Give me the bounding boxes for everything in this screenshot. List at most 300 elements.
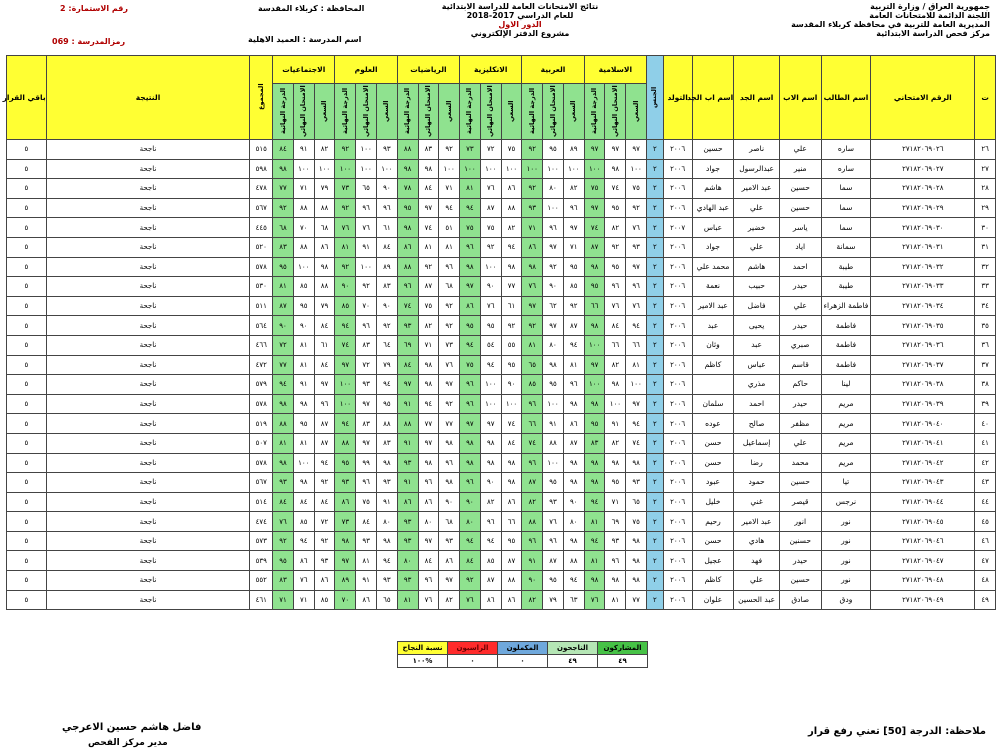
- cell-score: ٩١: [605, 414, 626, 434]
- cell-grandfather-name: هاشم: [734, 257, 780, 277]
- cell-score: ٨٤: [356, 512, 377, 532]
- cell-gender: ٢: [647, 551, 664, 571]
- cell-great-grandfather-name: عبد الامير: [692, 296, 734, 316]
- cell-score: ٦٥: [626, 492, 647, 512]
- cell-total: ٥٠٧: [250, 433, 273, 453]
- sub-grade: الدرجة النهائية: [527, 87, 536, 134]
- cell-score: ٩٣: [397, 453, 418, 473]
- cell-birth-year: ٢٠٠٦: [663, 571, 692, 591]
- cell-grandfather-name: علي: [734, 237, 780, 257]
- cell-decision: ٥: [7, 453, 47, 473]
- cell-score: ٨٦: [501, 492, 522, 512]
- cell-score: ٧١: [439, 179, 460, 199]
- cell-score: ٨١: [522, 335, 543, 355]
- cell-score: ٩٨: [501, 453, 522, 473]
- cell-student-name: نرجس: [821, 492, 871, 512]
- cell-score: ٩٨: [418, 355, 439, 375]
- cell-exam-number: ٢٧١٨٢٠٦٩٠٣٥: [871, 316, 975, 336]
- cell-score: ٨١: [418, 237, 439, 257]
- cell-score: ٨٢: [605, 355, 626, 375]
- cell-score: ١٠٠: [605, 394, 626, 414]
- cell-seq: ٤١: [975, 433, 996, 453]
- cell-score: ٩١: [543, 414, 564, 434]
- footer-note: ملاحظة: الدرجة [50] تعني رفع قرار: [808, 726, 986, 737]
- cell-score: ٩٣: [605, 531, 626, 551]
- cell-score: ٦٥: [356, 179, 377, 199]
- cell-decision: ٥: [7, 179, 47, 199]
- summary-value-supplementary: ٠: [498, 655, 548, 668]
- cell-score: ٧٤: [418, 218, 439, 238]
- cell-score: ٨٣: [418, 140, 439, 160]
- cell-score: ٧٦: [522, 277, 543, 297]
- cell-great-grandfather-name: جواد: [692, 159, 734, 179]
- cell-exam-number: ٢٧١٨٢٠٦٩٠٤٩: [871, 590, 975, 610]
- cell-seq: ٣١: [975, 237, 996, 257]
- cell-father-name: اياد: [779, 237, 821, 257]
- cell-score: ٩٦: [605, 277, 626, 297]
- cell-score: ٩٦: [543, 531, 564, 551]
- col-subject-islamic: الاسلامية: [584, 56, 646, 84]
- sub-yearly: السعي: [631, 99, 640, 122]
- cell-score: ٨١: [584, 512, 605, 532]
- cell-score: ٩٥: [543, 571, 564, 591]
- cell-score: ٨٨: [293, 237, 314, 257]
- cell-score: ٩٣: [356, 375, 377, 395]
- cell-score: ٩٦: [522, 394, 543, 414]
- cell-grandfather-name: حمود: [734, 473, 780, 493]
- cell-grandfather-name: خضير: [734, 218, 780, 238]
- cell-score: ٩٨: [584, 394, 605, 414]
- cell-grandfather-name: عبد الامير: [734, 179, 780, 199]
- summary-value-pass-rate: %١٠٠: [398, 655, 448, 668]
- col-subject-arabic: العربية: [522, 56, 584, 84]
- cell-score: ٥١: [439, 218, 460, 238]
- cell-score: ٩٤: [377, 551, 398, 571]
- cell-score: ٧٤: [605, 179, 626, 199]
- cell-decision: ٥: [7, 551, 47, 571]
- cell-score: ٩٧: [314, 375, 335, 395]
- cell-score: ٨٧: [418, 277, 439, 297]
- cell-score: ٩٨: [397, 159, 418, 179]
- cell-score: ٩٧: [439, 375, 460, 395]
- summary-table: [397, 641, 648, 668]
- cell-score: ٩٨: [418, 159, 439, 179]
- cell-score: ٩١: [293, 140, 314, 160]
- cell-score: ٨١: [335, 237, 356, 257]
- cell-score: ٩٢: [522, 316, 543, 336]
- cell-decision: ٥: [7, 316, 47, 336]
- cell-score: ٩٥: [543, 375, 564, 395]
- sub-yearly: السعي: [569, 99, 578, 122]
- cell-score: ٩٨: [584, 257, 605, 277]
- cell-grandfather-name: ناصر: [734, 140, 780, 160]
- cell-birth-year: ٢٠٠٦: [663, 531, 692, 551]
- cell-gender: ٢: [647, 159, 664, 179]
- cell-gender: ٢: [647, 433, 664, 453]
- cell-score: ٩٨: [563, 394, 584, 414]
- cell-gender: ٢: [647, 198, 664, 218]
- cell-gender: ٢: [647, 257, 664, 277]
- cell-score: ٨٤: [314, 355, 335, 375]
- cell-score: ٨٠: [397, 551, 418, 571]
- cell-seq: ٣٩: [975, 394, 996, 414]
- cell-grandfather-name: عباس: [734, 355, 780, 375]
- cell-exam-number: ٢٧١٨٢٠٦٩٠٣٠: [871, 218, 975, 238]
- cell-great-grandfather-name: جواد: [692, 237, 734, 257]
- cell-result: ناجحة: [46, 335, 250, 355]
- cell-score: ٩٤: [584, 531, 605, 551]
- cell-score: ٩٨: [563, 531, 584, 551]
- cell-decision: ٥: [7, 433, 47, 453]
- cell-score: ٩٦: [522, 453, 543, 473]
- cell-score: ٩٧: [418, 433, 439, 453]
- cell-score: ٧٢: [314, 512, 335, 532]
- cell-score: ٨٥: [293, 512, 314, 532]
- cell-birth-year: ٢٠٠٦: [663, 433, 692, 453]
- cell-birth-year: ٢٠٠٦: [663, 492, 692, 512]
- cell-score: ٨٨: [377, 414, 398, 434]
- col-subject-social: الاجتماعيات: [273, 56, 335, 84]
- cell-score: ٦٨: [439, 512, 460, 532]
- cell-score: ٨٣: [356, 414, 377, 434]
- cell-great-grandfather-name: عوده: [692, 414, 734, 434]
- cell-score: ٨٢: [480, 492, 501, 512]
- cell-seq: ٤٤: [975, 492, 996, 512]
- cell-score: ٧٤: [501, 414, 522, 434]
- cell-student-name: نور: [821, 512, 871, 532]
- cell-decision: ٥: [7, 237, 47, 257]
- cell-score: ٩٦: [418, 473, 439, 493]
- cell-exam-number: ٢٧١٨٢٠٦٩٠٣٨: [871, 375, 975, 395]
- sub-grade: الدرجة النهائية: [590, 87, 599, 134]
- cell-seq: ٣٦: [975, 335, 996, 355]
- cell-score: ٩٢: [439, 296, 460, 316]
- cell-result: ناجحة: [46, 590, 250, 610]
- cell-father-name: صادق: [779, 590, 821, 610]
- cell-great-grandfather-name: حسن: [692, 531, 734, 551]
- school-year: للعام الدراسي 2017-2018: [466, 11, 574, 20]
- col-seq: ت: [975, 56, 996, 140]
- cell-score: ٩٠: [273, 316, 294, 336]
- cell-score: ٨٦: [522, 237, 543, 257]
- cell-score: ٨٣: [584, 433, 605, 453]
- cell-score: ٩٣: [397, 316, 418, 336]
- cell-score: ٦٦: [584, 296, 605, 316]
- cell-score: ٨٣: [377, 433, 398, 453]
- cell-score: ٩٠: [480, 277, 501, 297]
- col-result: النتيجة: [46, 56, 250, 140]
- cell-score: ٩٥: [501, 355, 522, 375]
- cell-decision: ٥: [7, 590, 47, 610]
- sub-yearly: السعي: [506, 99, 515, 122]
- cell-father-name: علي: [779, 296, 821, 316]
- cell-score: ٩٠: [335, 277, 356, 297]
- cell-decision: ٥: [7, 473, 47, 493]
- col-great-grandfather-name: اسم اب الجد: [692, 56, 734, 140]
- cell-exam-number: ٢٧١٨٢٠٦٩٠٢٨: [871, 179, 975, 199]
- cell-score: ٨٣: [273, 571, 294, 591]
- cell-gender: ٢: [647, 473, 664, 493]
- cell-score: ٩٣: [273, 473, 294, 493]
- cell-great-grandfather-name: [692, 375, 734, 395]
- cell-score: ٨٢: [501, 218, 522, 238]
- cell-score: ٩٨: [584, 316, 605, 336]
- cell-score: ١٠٠: [563, 159, 584, 179]
- cell-seq: ٢٩: [975, 198, 996, 218]
- cell-score: ١٠٠: [293, 257, 314, 277]
- col-exam-number: الرقم الامتحاني: [871, 56, 975, 140]
- cell-score: ٨٩: [563, 140, 584, 160]
- cell-score: ٩٨: [439, 473, 460, 493]
- school-code: رمزالمدرسة : 069: [52, 37, 126, 46]
- cell-score: ٩٨: [501, 257, 522, 277]
- cell-score: ٩٨: [605, 159, 626, 179]
- cell-score: ٩٨: [501, 473, 522, 493]
- cell-seq: ٣٥: [975, 316, 996, 336]
- cell-gender: ٢: [647, 394, 664, 414]
- cell-score: ٧٩: [543, 590, 564, 610]
- cell-score: ٩٨: [439, 433, 460, 453]
- governorate: المحافظة : كربلاء المقدسة: [258, 4, 365, 13]
- signer-title: مدير مركز الفحص: [88, 738, 168, 748]
- cell-score: ٧٠: [356, 296, 377, 316]
- cell-score: ٩٨: [543, 355, 564, 375]
- cell-score: ٩٦: [418, 571, 439, 591]
- cell-decision: ٥: [7, 335, 47, 355]
- cell-score: ٦١: [377, 218, 398, 238]
- cell-score: ٩٧: [543, 316, 564, 336]
- summary-value-participants: ٤٩: [598, 655, 648, 668]
- cell-father-name: حيدر: [779, 316, 821, 336]
- cell-score: ٨٦: [418, 492, 439, 512]
- cell-great-grandfather-name: عبد: [692, 316, 734, 336]
- cell-score: ٩٦: [480, 512, 501, 532]
- cell-score: ٨٣: [273, 237, 294, 257]
- cell-birth-year: ٢٠٠٦: [663, 198, 692, 218]
- cell-score: ٩٥: [584, 414, 605, 434]
- cell-score: ٨٨: [314, 198, 335, 218]
- cell-score: ١٠٠: [543, 198, 564, 218]
- cell-seq: ٣٨: [975, 375, 996, 395]
- cell-birth-year: ٢٠٠٦: [663, 257, 692, 277]
- cell-score: ٨٢: [563, 179, 584, 199]
- sub-final: الامتحان النهائي: [548, 84, 557, 137]
- cell-score: ٨٨: [501, 571, 522, 591]
- cell-father-name: صبري: [779, 335, 821, 355]
- cell-total: ٥٣٩: [250, 551, 273, 571]
- cell-grandfather-name: فهد: [734, 551, 780, 571]
- signer-name: فاضل هاشم حسين الاعرجي: [62, 722, 202, 733]
- cell-score: ٨٦: [397, 492, 418, 512]
- cell-score: ٩٦: [460, 237, 481, 257]
- cell-gender: ٢: [647, 531, 664, 551]
- cell-student-name: لينا: [821, 375, 871, 395]
- table-row: [7, 492, 996, 512]
- cell-exam-number: ٢٧١٨٢٠٦٩٠٤٣: [871, 473, 975, 493]
- cell-score: ٧٦: [543, 512, 564, 532]
- cell-father-name: حسين: [779, 571, 821, 591]
- cell-gender: ٢: [647, 140, 664, 160]
- cell-score: ٨٨: [397, 140, 418, 160]
- summary-value-failed: ٠: [448, 655, 498, 668]
- cell-score: ٩٧: [418, 198, 439, 218]
- cell-score: ٩٧: [584, 355, 605, 375]
- cell-score: ٩٨: [563, 453, 584, 473]
- table-row: [7, 590, 996, 610]
- cell-decision: ٥: [7, 375, 47, 395]
- cell-score: ٧٢: [273, 335, 294, 355]
- cell-seq: ٢٨: [975, 179, 996, 199]
- cell-score: ٩٦: [314, 394, 335, 414]
- cell-score: ٩٤: [563, 571, 584, 591]
- cell-birth-year: ٢٠٠٦: [663, 453, 692, 473]
- cell-birth-year: ٢٠٠٦: [663, 473, 692, 493]
- cell-score: ٩٦: [543, 218, 564, 238]
- cell-student-name: مريم: [821, 394, 871, 414]
- cell-score: ٩٣: [314, 551, 335, 571]
- cell-score: ٨٦: [480, 590, 501, 610]
- cell-student-name: ودق: [821, 590, 871, 610]
- exam-title-block: [420, 2, 620, 38]
- cell-student-name: سما: [821, 179, 871, 199]
- cell-score: ٨١: [356, 551, 377, 571]
- cell-seq: ٤٧: [975, 551, 996, 571]
- table-row: [7, 433, 996, 453]
- cell-score: ٧٦: [626, 296, 647, 316]
- cell-father-name: علي: [779, 140, 821, 160]
- sub-final: الامتحان النهائي: [299, 84, 308, 137]
- cell-score: ٩٦: [397, 277, 418, 297]
- cell-exam-number: ٢٧١٨٢٠٦٩٠٤٥: [871, 512, 975, 532]
- cell-grandfather-name: مذري: [734, 375, 780, 395]
- cell-score: ٩٤: [273, 375, 294, 395]
- cell-seq: ٤٣: [975, 473, 996, 493]
- cell-score: ٩٦: [563, 375, 584, 395]
- cell-score: ٩٨: [584, 453, 605, 473]
- cell-result: ناجحة: [46, 179, 250, 199]
- cell-score: ١٠٠: [480, 394, 501, 414]
- cell-father-name: حيدر: [779, 551, 821, 571]
- results-body: [7, 140, 996, 610]
- exam-round: الدور الاول: [498, 20, 542, 29]
- cell-score: ٩٦: [460, 473, 481, 493]
- table-row: [7, 551, 996, 571]
- cell-score: ٧١: [522, 218, 543, 238]
- cell-score: ١٠٠: [335, 159, 356, 179]
- cell-score: ٨٤: [460, 551, 481, 571]
- cell-score: ٧٦: [460, 590, 481, 610]
- cell-score: ٨٨: [543, 433, 564, 453]
- table-row: [7, 159, 996, 179]
- cell-grandfather-name: صالح: [734, 414, 780, 434]
- cell-score: ٦١: [314, 335, 335, 355]
- cell-student-name: مريم: [821, 414, 871, 434]
- table-row: [7, 296, 996, 316]
- cell-gender: ٢: [647, 355, 664, 375]
- cell-score: ٨٤: [605, 316, 626, 336]
- cell-father-name: حيدر: [779, 394, 821, 414]
- cell-total: ٥٦٤: [250, 316, 273, 336]
- table-row: [7, 179, 996, 199]
- cell-score: ٩٨: [377, 531, 398, 551]
- cell-score: ٧٦: [626, 218, 647, 238]
- cell-birth-year: ٢٠٠٦: [663, 179, 692, 199]
- table-row: [7, 414, 996, 434]
- cell-birth-year: ٢٠٠٦: [663, 512, 692, 532]
- cell-score: ٩٠: [377, 179, 398, 199]
- cell-seq: ٤٦: [975, 531, 996, 551]
- cell-decision: ٥: [7, 571, 47, 591]
- cell-score: ٩٥: [335, 453, 356, 473]
- cell-score: ٩٧: [356, 394, 377, 414]
- cell-score: ٨٧: [543, 551, 564, 571]
- cell-score: ٩٧: [584, 140, 605, 160]
- cell-score: ٩٨: [626, 531, 647, 551]
- summary-label-participants: المشاركون: [598, 642, 648, 655]
- sub-final: الامتحان النهائي: [486, 84, 495, 137]
- cell-score: ٩٢: [626, 198, 647, 218]
- cell-score: ٨٦: [439, 551, 460, 571]
- cell-score: ٨٣: [377, 277, 398, 297]
- cell-decision: ٥: [7, 531, 47, 551]
- cell-score: ٩٠: [293, 316, 314, 336]
- cell-score: ٩٦: [522, 531, 543, 551]
- cell-score: ٦٨: [273, 218, 294, 238]
- cell-result: ناجحة: [46, 296, 250, 316]
- cell-score: ١٠٠: [543, 453, 564, 473]
- cell-score: ٨١: [460, 179, 481, 199]
- cell-score: ٧٤: [584, 218, 605, 238]
- cell-total: ٥١٤: [250, 492, 273, 512]
- cell-score: ٩٨: [293, 394, 314, 414]
- cell-score: ٨٤: [418, 551, 439, 571]
- cell-result: ناجحة: [46, 277, 250, 297]
- cell-score: ٩٧: [335, 551, 356, 571]
- cell-score: ٨٦: [397, 237, 418, 257]
- cell-result: ناجحة: [46, 531, 250, 551]
- sub-yearly: السعي: [382, 99, 391, 122]
- cell-score: ٨٦: [314, 237, 335, 257]
- cell-score: ٩٤: [626, 316, 647, 336]
- cell-score: ٦٨: [314, 218, 335, 238]
- cell-score: ٨٢: [439, 590, 460, 610]
- cell-father-name: احمد: [779, 257, 821, 277]
- cell-score: ٩٠: [543, 277, 564, 297]
- cell-grandfather-name: إسماعيل: [734, 433, 780, 453]
- cell-score: ٨٧: [584, 237, 605, 257]
- col-decision: باقي القرار: [7, 56, 47, 140]
- cell-great-grandfather-name: هاشم: [692, 179, 734, 199]
- summary-label-pass-rate: نسبة النجاح: [398, 642, 448, 655]
- col-total-label: المجموع: [256, 83, 265, 110]
- cell-score: ٩٤: [293, 531, 314, 551]
- sub-grade: الدرجة النهائية: [278, 87, 287, 134]
- ministry-line-2: اللجنة الدائمة للامتحانات العامة: [869, 11, 990, 20]
- cell-exam-number: ٢٧١٨٢٠٦٩٠٤١: [871, 433, 975, 453]
- sub-yearly: السعي: [320, 99, 329, 122]
- cell-score: ٨١: [293, 335, 314, 355]
- cell-score: ٧٦: [293, 571, 314, 591]
- cell-score: ١٠٠: [480, 257, 501, 277]
- cell-score: ٧٠: [293, 218, 314, 238]
- cell-score: ٩٣: [439, 531, 460, 551]
- cell-score: ٩٠: [439, 492, 460, 512]
- col-grandfather-name: اسم الجد: [734, 56, 780, 140]
- cell-father-name: مظفر: [779, 414, 821, 434]
- table-row: [7, 316, 996, 336]
- results-table: [2, 55, 996, 610]
- cell-score: ٧٦: [480, 179, 501, 199]
